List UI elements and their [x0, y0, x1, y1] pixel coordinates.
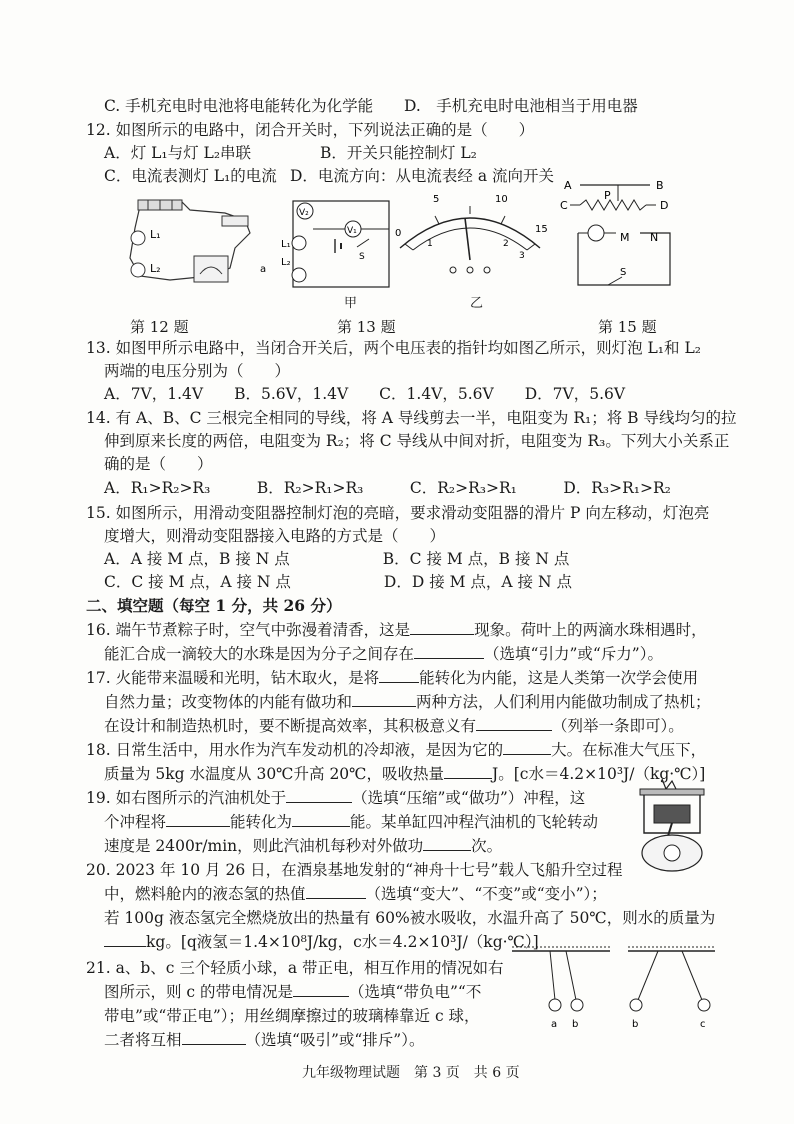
page-footer: 九年级物理试题 第 3 页 共 6 页	[302, 1065, 520, 1081]
q20-text-2a: 中，燃料舱内的液态氢的热值	[104, 885, 306, 903]
q19-blank-1[interactable]	[286, 788, 352, 803]
q18-text-2a: 质量为 5kg 水温度从 30℃升高 20℃，吸收热量	[104, 765, 445, 783]
q12-option-b: B．开关只能控制灯 L₂	[320, 144, 477, 162]
figure-12-circuit	[110, 188, 270, 298]
q17-blank-3[interactable]	[476, 716, 552, 731]
q21-line-2	[104, 982, 481, 1002]
fig12-label-L2: L₂	[150, 262, 161, 275]
q20-text-4: kg。[q液氢＝1.4×10⁸J/kg，c水＝4.2×10³J/（kg·℃）]	[146, 933, 539, 951]
q20-blank-1[interactable]	[306, 884, 366, 899]
q18-text-1a: 18. 日常生活中，用水作为汽车发动机的冷却液，是因为它的	[86, 741, 504, 759]
q15-stem-1: 15. 如图所示，用滑动变阻器控制灯泡的亮暗，要求滑动变阻器的滑片 P 向左移动，灯泡亮	[86, 504, 710, 522]
q16-text-1b: 现象。荷叶上的两滴水珠相遇时，	[474, 621, 707, 639]
figure-13-jia-circuit	[281, 193, 395, 298]
q18-line-2	[104, 764, 705, 784]
q19-text-2c: 能。某单缸四冲程汽油机的飞轮转动	[350, 813, 599, 831]
rheo-P-label: P	[604, 189, 611, 202]
meter-tick-5: 5	[433, 194, 440, 205]
q16-line-2	[104, 644, 663, 664]
q17-text-2a: 自然力量；改变物体的内能有做功和	[104, 693, 353, 711]
q16-text-2b: （选填“引力”或“斥力”）。	[484, 645, 663, 663]
q20-line-1: 20. 2023 年 10 月 26 日，在酒泉基地发射的“神舟十七号”载人飞船升空过程	[86, 861, 623, 879]
q12-option-a: A．灯 L₁与灯 L₂串联	[104, 144, 252, 162]
q21-line-3: 带电”或“带正电”）；用丝绸摩擦过的玻璃棒靠近 c 球，	[104, 1007, 480, 1025]
q19-line-3	[104, 836, 502, 856]
figure-21-balls	[510, 945, 720, 1035]
q15-options-ab: A．A 接 M 点，B 接 N 点 B．C 接 M 点，B 接 N 点	[104, 550, 570, 568]
fig12-caption: 第 12 题	[130, 318, 189, 336]
meter-tick-15: 15	[535, 224, 548, 235]
ball-c-label: c	[700, 1019, 706, 1030]
fig13-caption: 第 13 题	[337, 318, 396, 336]
q21-line-4	[104, 1030, 424, 1050]
rheo-D-label: D	[660, 199, 669, 212]
q18-text-2b: J。[c水＝4.2×10³J/（kg·℃）]	[492, 765, 706, 783]
fig13-L1-label: L₁	[281, 239, 291, 250]
q21-text-2b: （选填“带负电”“不	[349, 983, 482, 1001]
fig13-jia-caption: 甲	[344, 296, 358, 311]
figure-19-engine	[632, 775, 712, 875]
q17-line-1	[86, 668, 698, 688]
q20-line-2	[104, 884, 607, 904]
fig13-V2-label: V₂	[299, 208, 309, 218]
meter-tick-10: 10	[495, 194, 508, 205]
q19-text-1a: 19. 如右图所示的汽油机处于	[86, 789, 287, 807]
q21-blank-1[interactable]	[293, 982, 349, 997]
q18-blank-2[interactable]	[444, 764, 492, 779]
q21-text-4a: 二者将互相	[104, 1031, 182, 1049]
q17-blank-1[interactable]	[379, 668, 419, 683]
rheo-S-label: S	[620, 267, 627, 278]
q20-line-3: 若 100g 液态氢完全燃烧放出的热量有 60%被水吸收，水温升高了 50℃，则水的质量为	[104, 909, 716, 927]
q19-blank-3[interactable]	[292, 812, 350, 827]
q17-text-1b: 能转化为内能，这是人类第一次学会使用	[419, 669, 699, 687]
q19-line-2	[104, 812, 598, 832]
rheo-M-label: M	[620, 231, 630, 244]
q17-text-3b: （列举一条即可）。	[552, 717, 684, 735]
q15-stem-2: 度增大，则滑动变阻器接入电路的方式是（ ）	[104, 527, 446, 545]
fig12-label-a: a	[260, 264, 267, 275]
ball-b-label: b	[572, 1019, 579, 1030]
q17-line-2	[104, 692, 711, 712]
q19-blank-2[interactable]	[166, 812, 230, 827]
rheo-C-label: C	[560, 199, 568, 212]
q17-blank-2[interactable]	[352, 692, 416, 707]
q19-blank-4[interactable]	[423, 836, 471, 851]
q13-stem-2: 两端的电压分别为（ ）	[104, 362, 291, 380]
q14-options: A．R₁>R₂>R₃ B．R₂>R₁>R₃ C．R₂>R₃>R₁ D．R₃>R₁>R₂	[104, 479, 671, 497]
rheo-A-label: A	[564, 179, 572, 192]
section-2-heading: 二、填空题（每空 1 分，共 26 分）	[86, 596, 342, 615]
q14-stem-3: 确的是（ ）	[104, 455, 213, 473]
q18-blank-1[interactable]	[503, 740, 551, 755]
q17-line-3	[104, 716, 684, 736]
q20-blank-2[interactable]	[104, 932, 146, 947]
meter-tick-0: 0	[395, 228, 402, 239]
q12-stem: 12. 如图所示的电路中，闭合开关时，下列说法正确的是（ ）	[86, 121, 535, 139]
fig13-S-label: S	[359, 252, 365, 262]
q16-text-1a: 16. 端午节煮粽子时，空气中弥漫着清香，这是	[86, 621, 411, 639]
q19-text-1b: （选填“压缩”或“做功”）冲程，这	[352, 789, 586, 807]
q11-option-d: D. 手机充电时电池相当于用电器	[404, 97, 638, 115]
ball-b2-label: b	[632, 1019, 639, 1030]
q16-blank-2[interactable]	[414, 644, 484, 659]
q21-text-4b: （选填“吸引”或“排斥”）。	[245, 1031, 425, 1049]
fig13-L2-label: L₂	[281, 257, 291, 268]
q19-text-3b: 次。	[471, 837, 503, 855]
q16-text-2a: 能汇合成一滴较大的水珠是因为分子之间存在	[104, 645, 415, 663]
meter-tick-3: 3	[519, 251, 525, 261]
q21-blank-2[interactable]	[182, 1030, 246, 1045]
q13-stem-1: 13. 如图甲所示电路中，当闭合开关后，两个电压表的指针均如图乙所示，则灯泡 L₁和 L₂	[86, 339, 701, 357]
q18-line-1	[86, 740, 706, 760]
q16-blank-1[interactable]	[410, 620, 474, 635]
q11-option-c: C. 手机充电时电池将电能转化为化学能	[104, 97, 374, 115]
q21-line-1: 21. a、b、c 三个轻质小球，a 带正电，相互作用的情况如右	[86, 959, 504, 977]
meter-tick-1: 1	[427, 239, 433, 249]
q19-text-2a: 个冲程将	[104, 813, 167, 831]
figure-15-rheostat	[560, 175, 690, 295]
figure-13-yi-meter	[395, 188, 550, 298]
q20-text-2b: （选填“变大”、“不变”或“变小”）；	[365, 885, 607, 903]
meter-tick-2: 2	[503, 239, 509, 249]
q19-text-2b: 能转化为	[230, 813, 293, 831]
q21-text-2a: 图所示，则 c 的带电情况是	[104, 983, 294, 1001]
q20-line-4	[104, 932, 539, 952]
rheo-N-label: N	[650, 231, 659, 244]
fig15-caption: 第 15 题	[598, 318, 657, 336]
q12-option-d: D．电流方向：从电流表经 a 流向开关	[290, 167, 555, 185]
q18-text-1b: 大。在标准大气压下，	[551, 741, 707, 759]
rheo-B-label: B	[656, 179, 664, 192]
q17-text-3a: 在设计和制造热机时，要不断提高效率，其积极意义有	[104, 717, 477, 735]
ball-a-label: a	[551, 1019, 558, 1030]
q12-option-c: C．电流表测灯 L₁的电流	[104, 167, 277, 185]
q14-stem-2: 伸到原来长度的两倍，电阻变为 R₂；将 C 导线从中间对折，电阻变为 R₃。下列大小关系正	[104, 432, 730, 450]
fig13-V1-label: V₁	[347, 226, 357, 236]
q19-line-1	[86, 788, 585, 808]
q17-text-1a: 17. 火能带来温暖和光明，钻木取火，是将	[86, 669, 380, 687]
fig12-label-L1: L₁	[150, 228, 161, 241]
fig13-yi-caption: 乙	[470, 296, 484, 311]
q19-text-3a: 速度是 2400r/min，则此汽油机每秒对外做功	[104, 837, 424, 855]
q16-line-1	[86, 620, 707, 640]
q17-text-2b: 两种方法，人们利用内能做功制成了热机；	[416, 693, 711, 711]
q13-options: A．7V，1.4V B．5.6V，1.4V C．1.4V，5.6V D．7V，5.6V	[104, 385, 626, 403]
q14-stem-1: 14. 有 A、B、C 三根完全相同的导线，将 A 导线剪去一半，电阻变为 R₁；将 B 导线均匀的拉	[86, 409, 737, 427]
q15-options-cd: C．C 接 M 点，A 接 N 点 D．D 接 M 点，A 接 N 点	[104, 573, 572, 591]
